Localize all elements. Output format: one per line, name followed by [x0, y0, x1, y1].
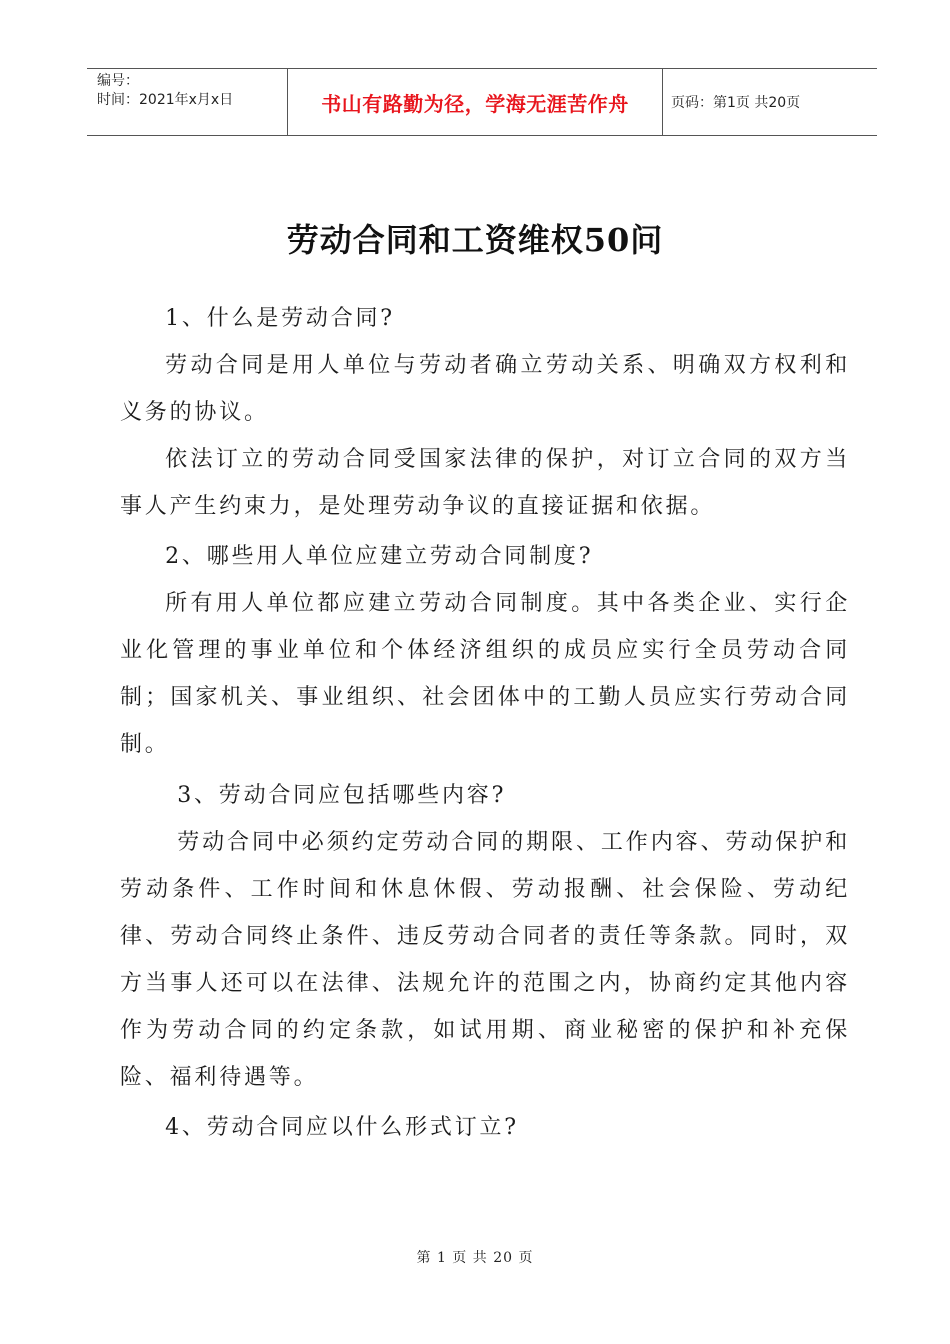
answer-paragraph: 劳动合同是用人单位与劳动者确立劳动关系、明确双方权利和义务的协议。 — [120, 353, 850, 425]
page-footer: 第 1 页 共 20 页 — [416, 1250, 534, 1266]
document-title: 劳动合同和工资维权50问 — [286, 221, 664, 259]
document-time-label: 时间：2021年x月x日 — [97, 92, 234, 108]
answer-paragraph: 依法订立的劳动合同受国家法律的保护，对订立合同的双方当事人产生约束力，是处理劳动争议的直接证据和依据。 — [120, 447, 850, 519]
question-heading: 3、劳动合同应包括哪些内容? — [177, 783, 507, 808]
header-meta — [87, 69, 287, 135]
question-heading: 4、劳动合同应以什么形式订立? — [165, 1115, 519, 1140]
header-motto: 书山有路勤为径，学海无涯苦作舟 — [287, 69, 663, 135]
document-body — [120, 292, 850, 1151]
answer-paragraph: 劳动合同中必须约定劳动合同的期限、工作内容、劳动保护和劳动条件、工作时间和休息休假、劳动报酬、社会保险、劳动纪律、劳动合同终止条件、违反劳动合同者的责任等条款。同时，双方当事人还可以在法律、法规允许的范围之内，协商约定其他内容作为劳动合同的约定条款，如试用期、商业秘密的保护和补充保险、福利待遇等。 — [120, 830, 850, 1090]
document-number-label: 编号： — [97, 73, 139, 89]
answer-paragraph: 所有用人单位都应建立劳动合同制度。其中各类企业、实行企业化管理的事业单位和个体经济组织的成员应实行全员劳动合同制；国家机关、事业组织、社会团体中的工勤人员应实行劳动合同制。 — [120, 591, 850, 757]
header-page-info: 页码：第1页 共20页 — [671, 95, 801, 111]
document-header — [87, 68, 877, 136]
question-heading: 1、什么是劳动合同? — [165, 306, 395, 331]
question-heading: 2、哪些用人单位应建立劳动合同制度? — [165, 544, 594, 569]
